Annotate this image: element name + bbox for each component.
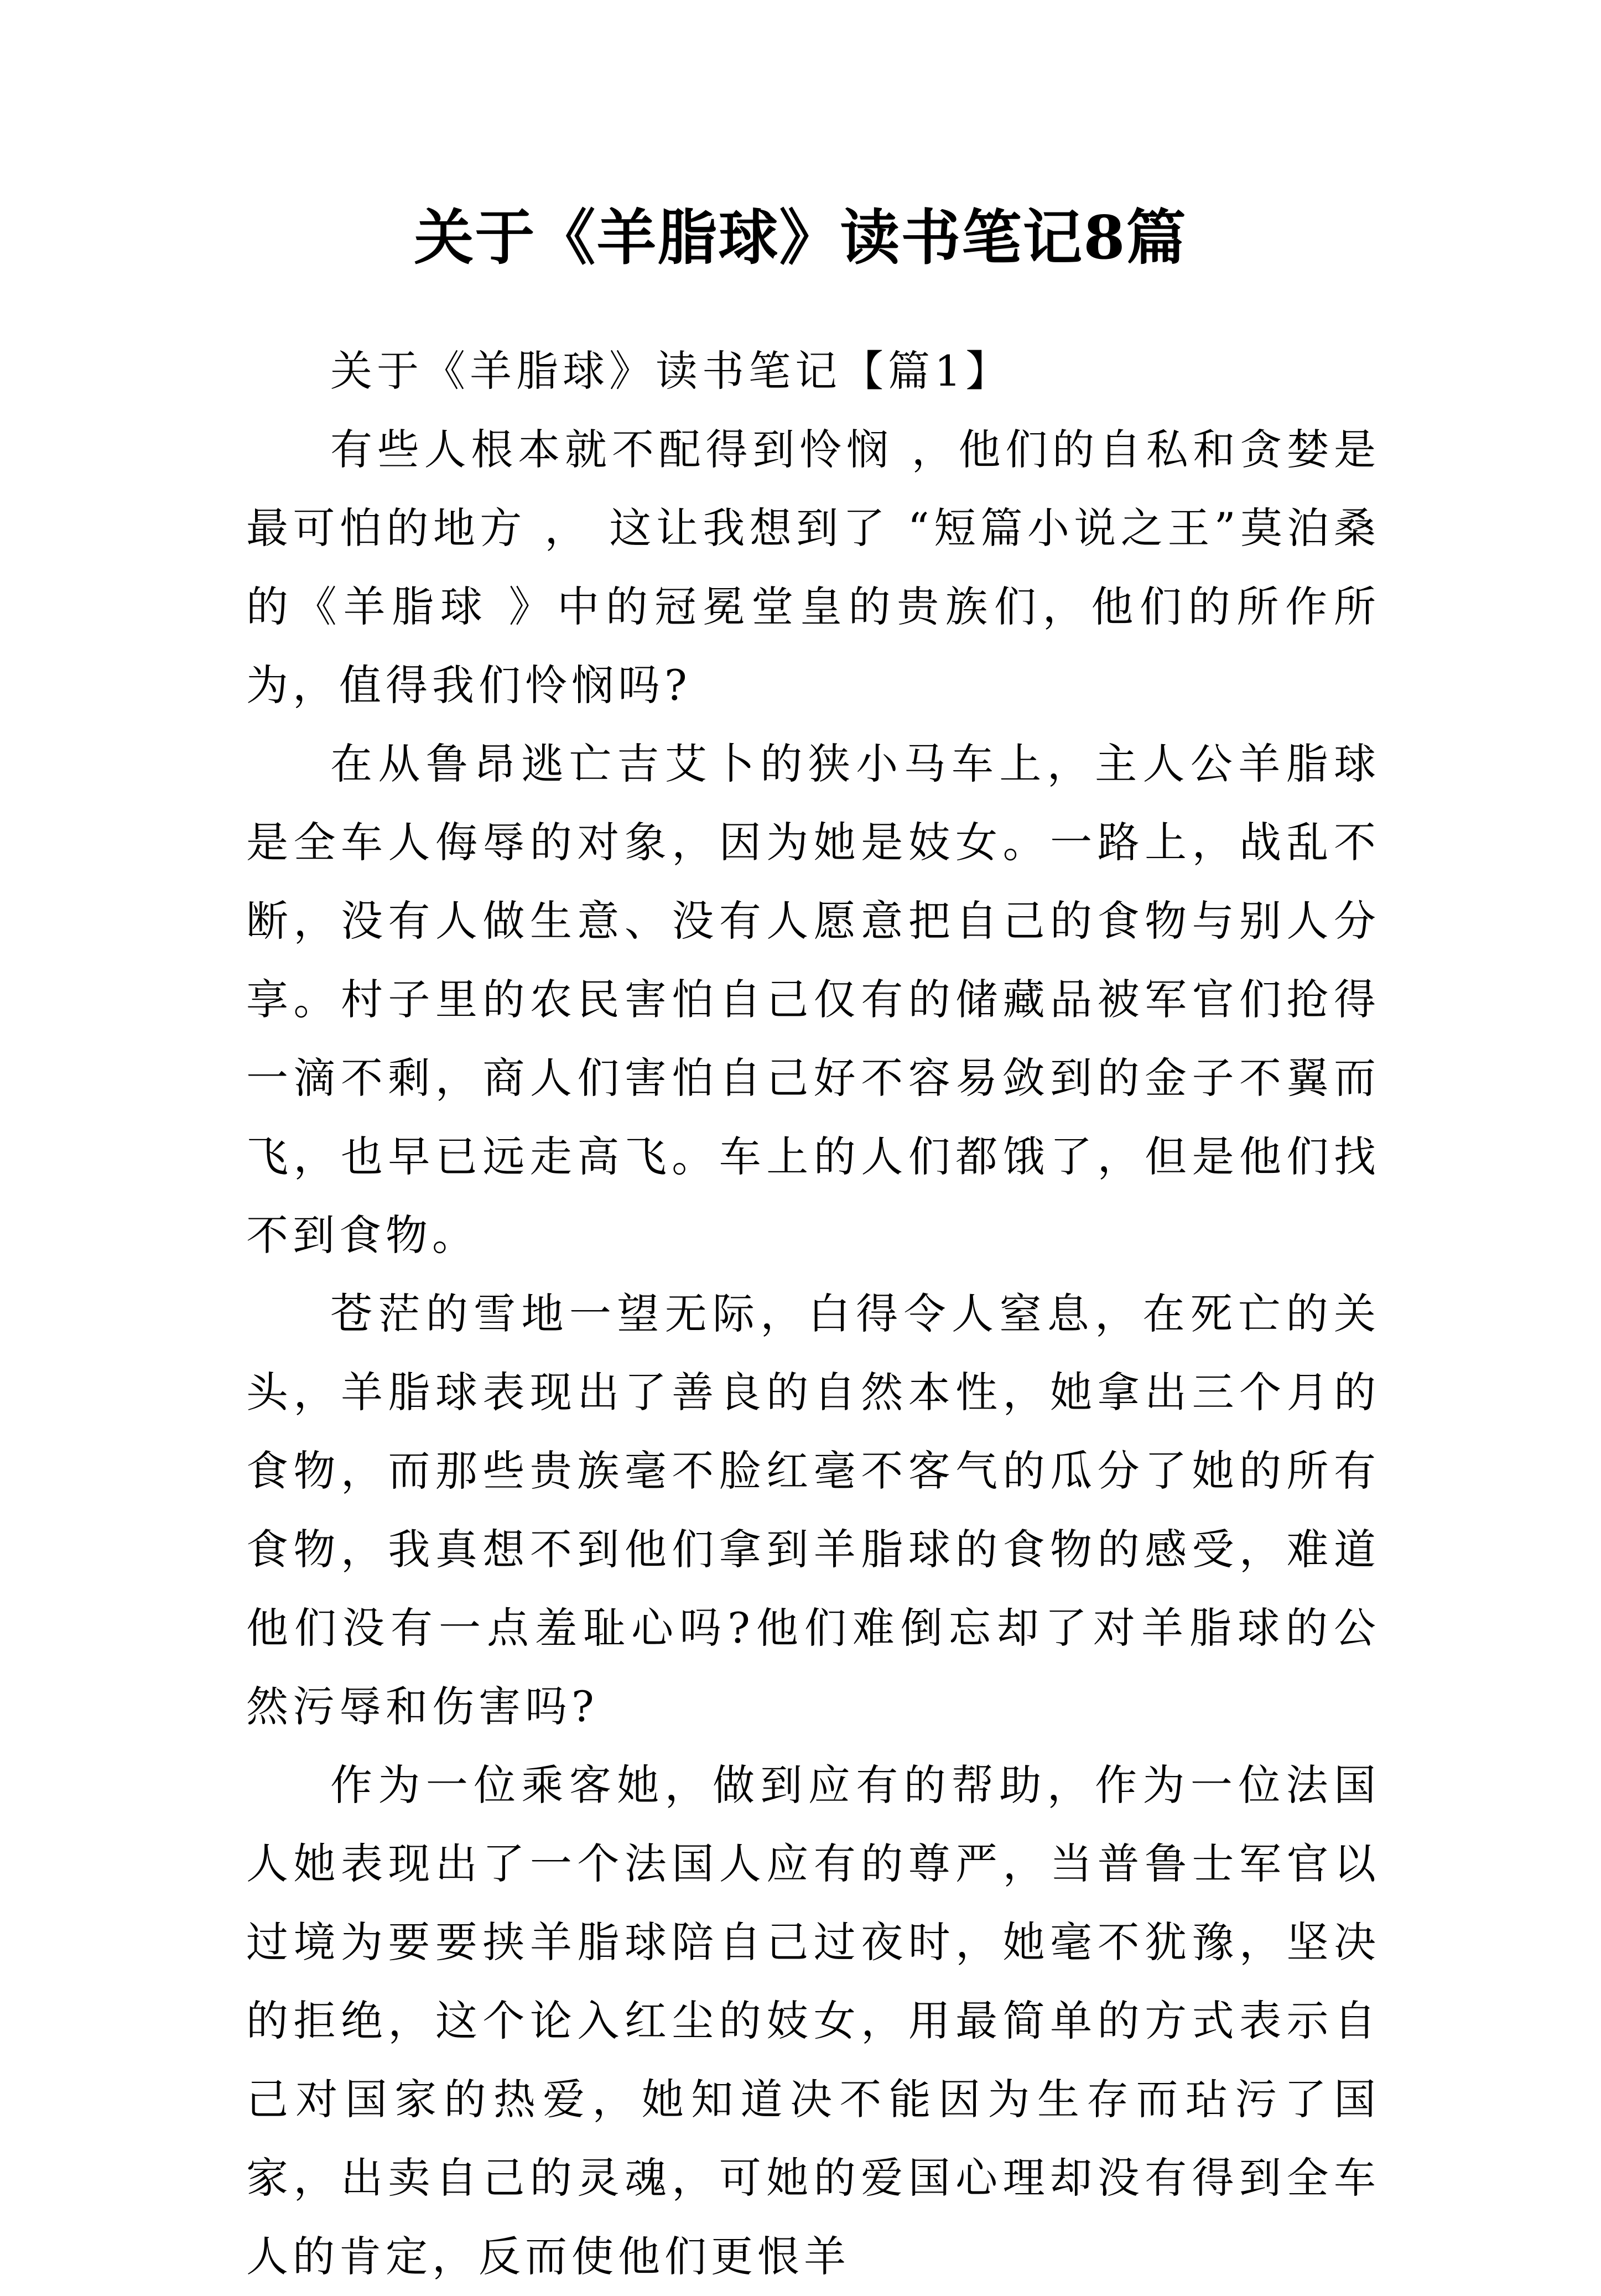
paragraph: 在从鲁昂逃亡吉艾卜的狭小马车上，主人公羊脂球是全车人侮辱的对象，因为她是妓女。一路上，战乱不断，没有人做生意、没有人愿意把自己的食物与别人分享。村子里的农民害怕自己仅有的储藏品被军官们抢得一滴不剩，商人们害怕自己好不容易敛到的金子不翼而飞，也早已远走高飞。车上的人们都饿了，但是他们找不到食物。 — [246, 739, 1380, 1260]
section-heading: 关于《羊脂球》读书笔记【篇1】 — [330, 346, 1012, 396]
document-body — [246, 332, 1380, 2296]
paragraph: 有些人根本就不配得到怜悯 ，他们的自私和贪婪是最可怕的地方 ， 这让我想到了 “短篇小说之王”莫泊桑的《羊脂球 》中的冠冕堂皇的贵族们，他们的所作所为，值得我们怜悯吗? — [246, 425, 1380, 710]
paragraph: 作为一位乘客她，做到应有的帮助，作为一位法国人她表现出了一个法国人应有的尊严，当普鲁士军官以过境为要要挟羊脂球陪自己过夜时，她毫不犹豫，坚决的拒绝，这个论入红尘的妓女，用最简单的方式表示自己对国家的热爱，她知道决不能因为生存而玷污了国家，出卖自己的灵魂，可她的爱国心理却没有得到全车人的肯定，反而使他们更恨羊 — [246, 1760, 1380, 2281]
document-title: 关于《羊脂球》读书笔记8篇 — [414, 203, 1187, 273]
paragraph: 苍茫的雪地一望无际，白得令人窒息，在死亡的关头，羊脂球表现出了善良的自然本性，她拿出三个月的食物，而那些贵族毫不脸红毫不客气的瓜分了她的所有食物，我真想不到他们拿到羊脂球的食物的感受，难道他们没有一点羞耻心吗?他们难倒忘却了对羊脂球的公然污辱和伤害吗? — [246, 1289, 1380, 1731]
